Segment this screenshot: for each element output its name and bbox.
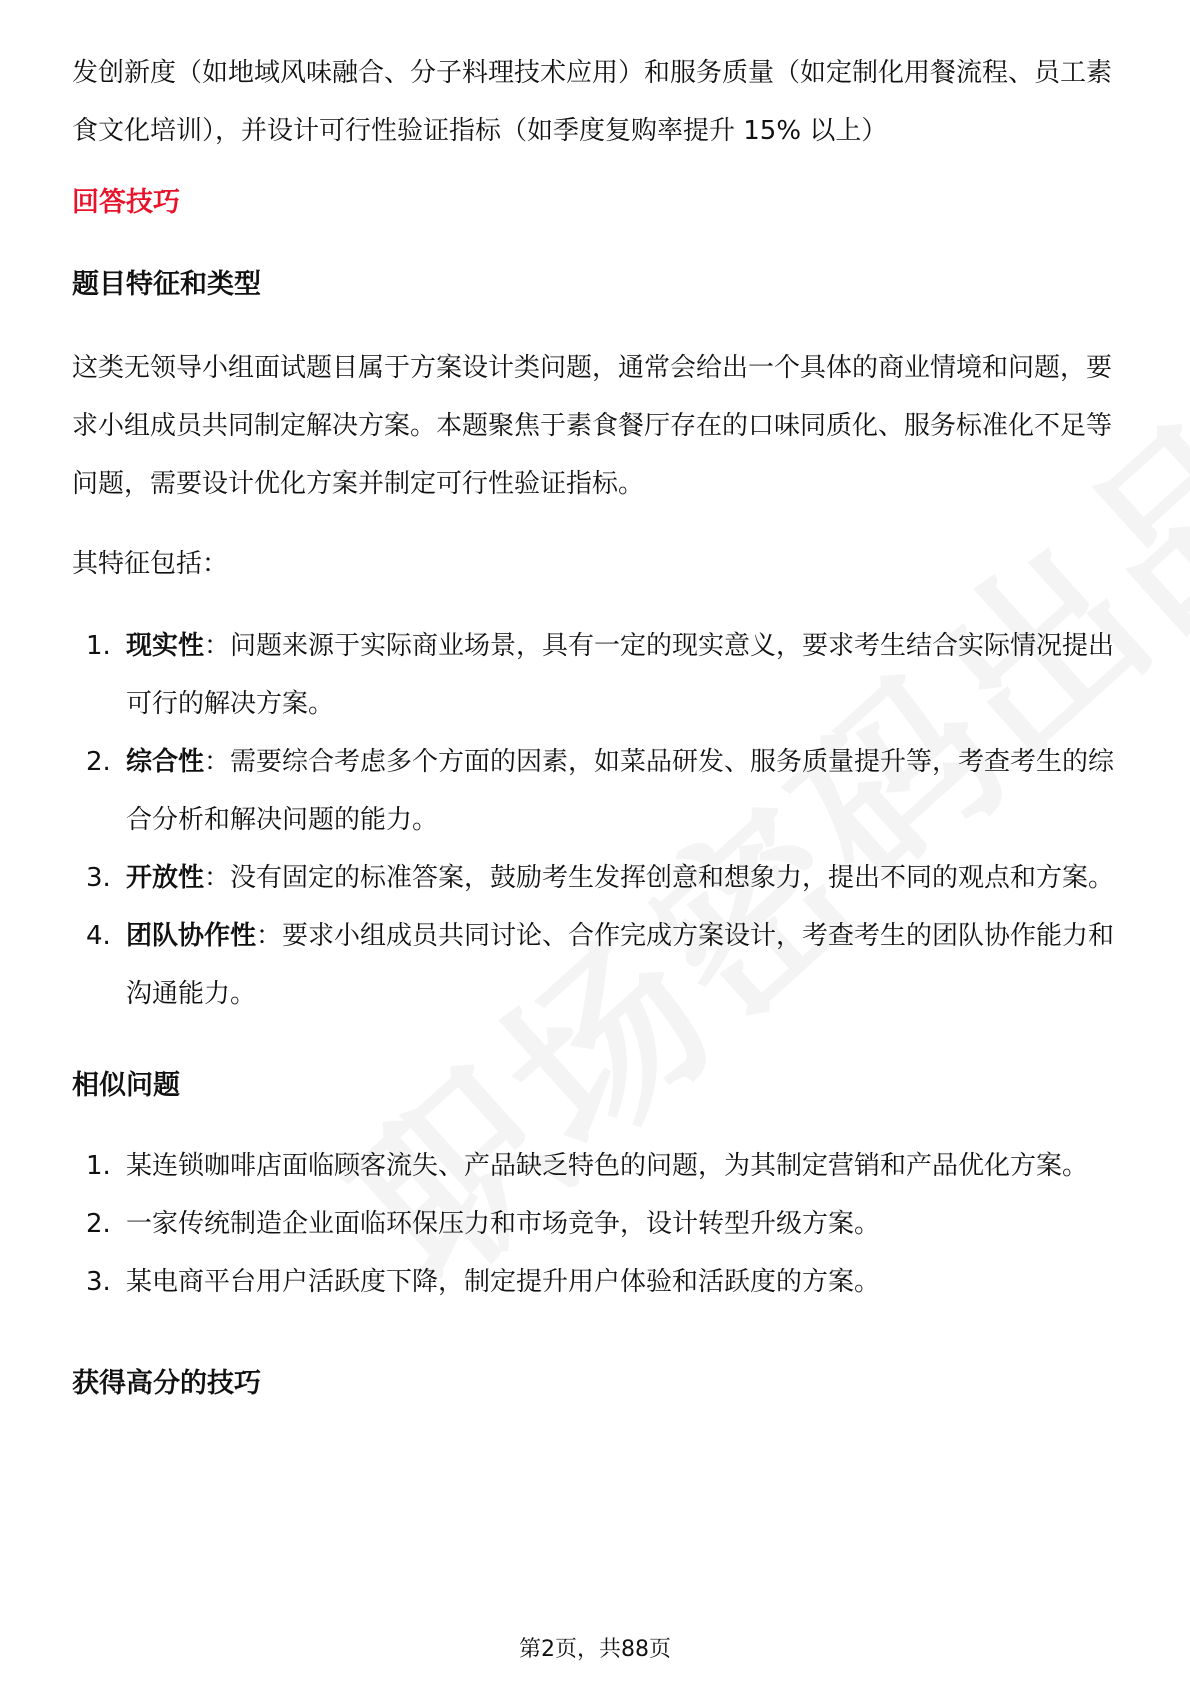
feature-text: 问题来源于实际商业场景，具有一定的现实意义，要求考生结合实际情况提出可行的解决方案。 bbox=[126, 631, 1115, 719]
similar-question-text: 一家传统制造企业面临环保压力和市场竞争，设计转型升级方案。 bbox=[126, 1209, 881, 1239]
similar-question-text: 某电商平台用户活跃度下降，制定提升用户体验和活跃度的方案。 bbox=[126, 1267, 881, 1297]
list-number: 1. bbox=[86, 1151, 111, 1181]
list-item bbox=[72, 849, 1122, 907]
feature-separator: ： bbox=[256, 921, 283, 951]
question-type-paragraph: 这类无领导小组面试题目属于方案设计类问题，通常会给出一个具体的商业情境和问题，要求小组成员共同制定解决方案。本题聚焦于素食餐厅存在的口味同质化、服务标准化不足等问题，需要设计优化方案并制定可行性验证指标。 bbox=[72, 353, 1113, 499]
list-item bbox=[72, 1253, 1122, 1311]
feature-text: 需要综合考虑多个方面的因素，如菜品研发、服务质量提升等，考查考生的综合分析和解决问题的能力。 bbox=[126, 747, 1115, 835]
document-page bbox=[72, 44, 1122, 1413]
feature-term: 团队协作性 bbox=[126, 921, 257, 951]
high-score-tips-heading: 获得高分的技巧 bbox=[72, 1368, 261, 1399]
feature-text: 没有固定的标准答案，鼓励考生发挥创意和想象力，提出不同的观点和方案。 bbox=[230, 863, 1115, 893]
similar-questions-heading: 相似问题 bbox=[72, 1070, 180, 1101]
list-number: 3. bbox=[86, 863, 111, 893]
features-list bbox=[72, 617, 1122, 1023]
intro-continuation: 发创新度（如地域风味融合、分子料理技术应用）和服务质量（如定制化用餐流程、员工素食文化培训），并设计可行性验证指标（如季度复购率提升 15% 以上） bbox=[72, 58, 1113, 146]
answer-tips-heading: 回答技巧 bbox=[72, 187, 180, 218]
feature-term: 现实性 bbox=[126, 631, 205, 661]
list-item bbox=[72, 1195, 1122, 1253]
list-number: 2. bbox=[86, 747, 111, 777]
similar-questions-list bbox=[72, 1137, 1122, 1311]
list-number: 2. bbox=[86, 1209, 111, 1239]
list-item bbox=[72, 733, 1122, 849]
list-item bbox=[72, 907, 1122, 1023]
list-item bbox=[72, 617, 1122, 733]
feature-separator: ： bbox=[204, 747, 231, 777]
feature-text: 要求小组成员共同讨论、合作完成方案设计，考查考生的团队协作能力和沟通能力。 bbox=[126, 921, 1115, 1009]
feature-term: 综合性 bbox=[126, 747, 205, 777]
list-number: 4. bbox=[86, 921, 111, 951]
list-number: 1. bbox=[86, 631, 111, 661]
question-type-heading: 题目特征和类型 bbox=[72, 269, 261, 300]
page-footer: 第2页，共88页 bbox=[519, 1637, 671, 1662]
feature-separator: ： bbox=[204, 863, 231, 893]
similar-question-text: 某连锁咖啡店面临顾客流失、产品缺乏特色的问题，为其制定营销和产品优化方案。 bbox=[126, 1151, 1089, 1181]
list-number: 3. bbox=[86, 1267, 111, 1297]
feature-term: 开放性 bbox=[126, 863, 205, 893]
list-item bbox=[72, 1137, 1122, 1195]
feature-separator: ： bbox=[204, 631, 231, 661]
features-intro: 其特征包括： bbox=[72, 549, 229, 579]
